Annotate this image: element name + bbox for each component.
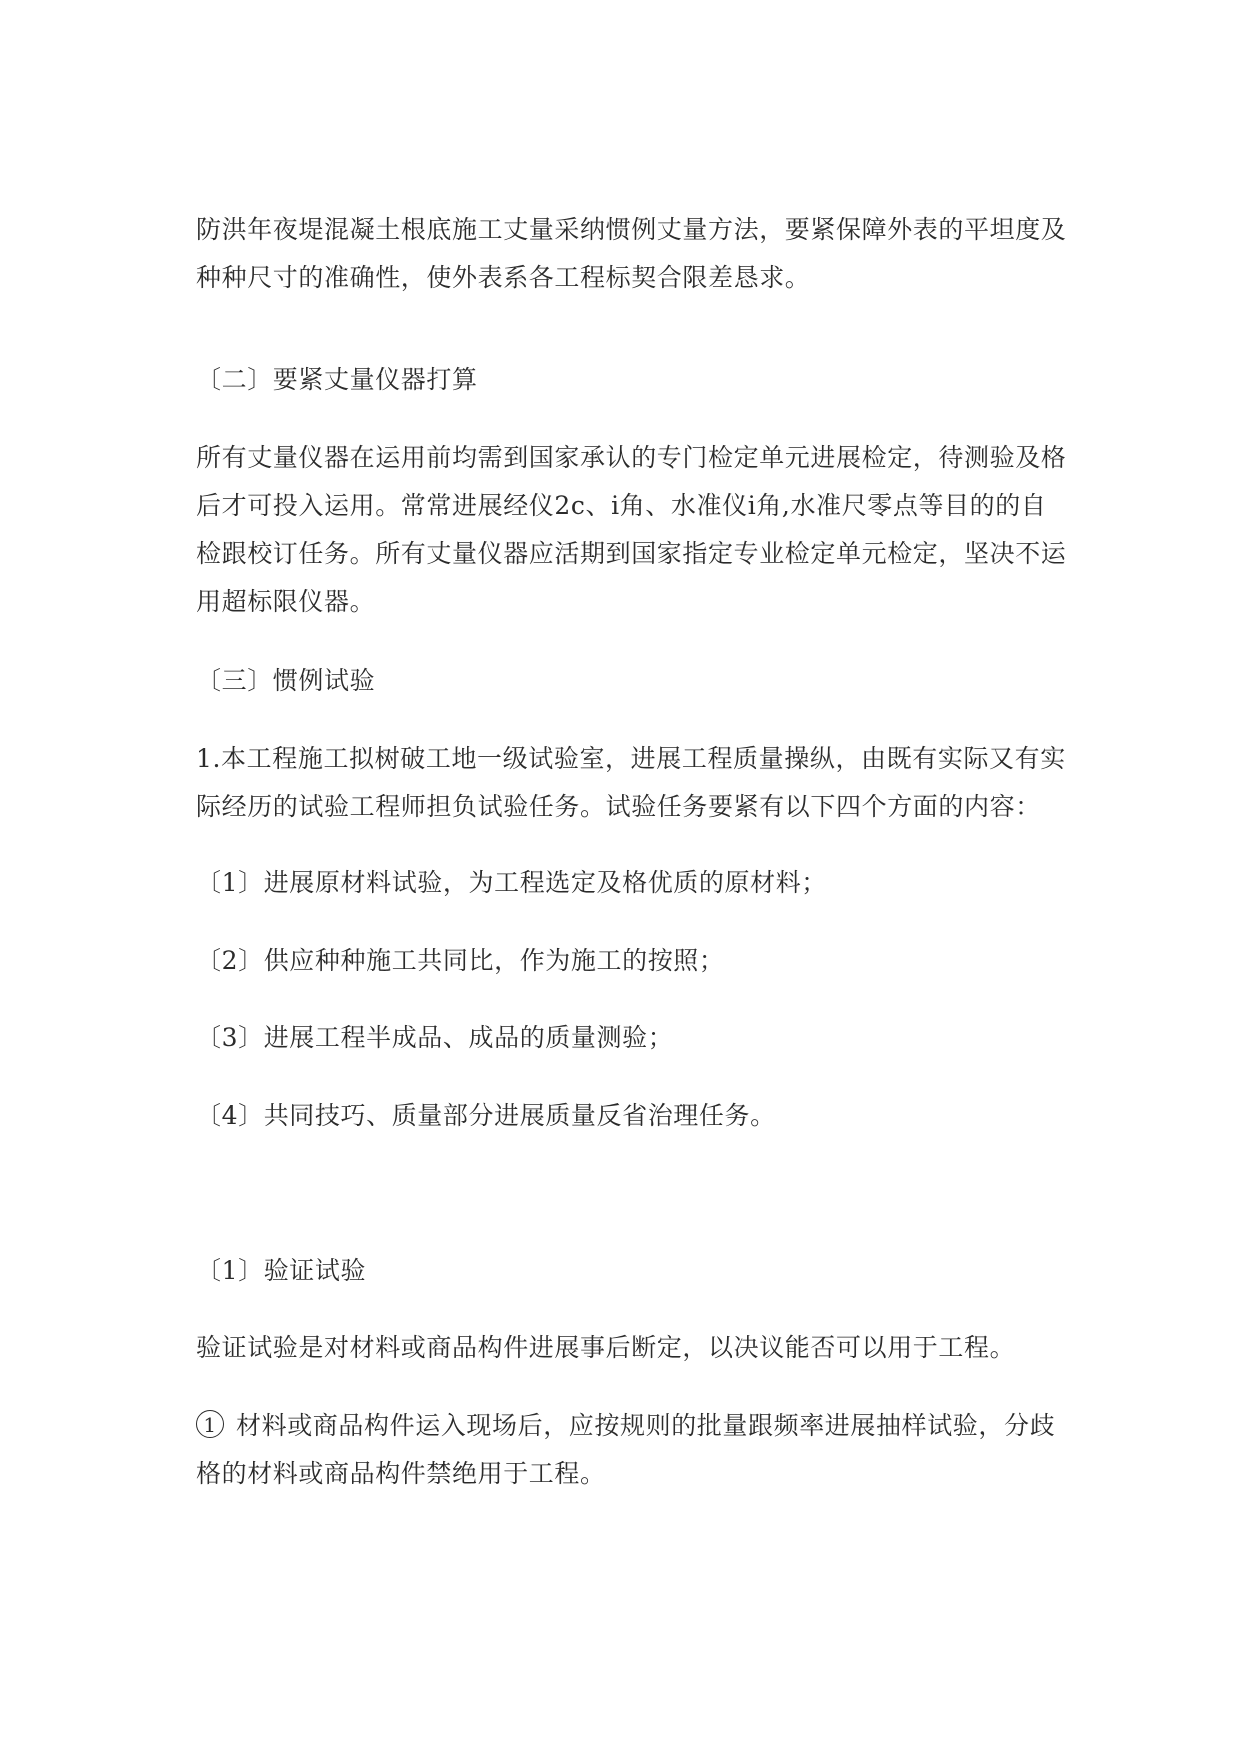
- section-heading-routine-tests: 〔三〕惯例试验: [196, 666, 376, 695]
- paragraph-line: 用超标限仪器。: [196, 587, 376, 616]
- paragraph-instrument-calibration: [196, 434, 1067, 626]
- paragraph-line: 际经历的试验工程师担负试验任务。试验任务要紧有以下四个方面的内容：: [196, 792, 1041, 821]
- circled-number-marker: 1: [196, 1410, 224, 1438]
- section-heading-verification: 〔1〕验证试验: [196, 1256, 367, 1285]
- list-item-mix-ratio: 〔2〕供应种种施工共同比，作为施工的按照；: [196, 946, 725, 975]
- paragraph-line: [196, 1402, 1056, 1450]
- list-item-quality-test: 〔3〕进展工程半成品、成品的质量测验；: [196, 1023, 674, 1052]
- paragraph-verification-definition: 验证试验是对材料或商品构件进展事后断定，以决议能否可以用于工程。: [196, 1333, 1016, 1362]
- paragraph-line: 格的材料或商品构件禁绝用于工程。: [196, 1459, 606, 1488]
- paragraph-line: 1.本工程施工拟树破工地一级试验室，进展工程质量操纵，由既有实际又有实: [196, 744, 1066, 773]
- list-item-quality-management: 〔4〕共同技巧、质量部分进展质量反省治理任务。: [196, 1101, 776, 1130]
- paragraph-line: 后才可投入运用。常常进展经仪2c、i角、水准仪i角,水准尺零点等目的的自: [196, 491, 1047, 520]
- section-heading-instruments: 〔二〕要紧丈量仪器打算: [196, 365, 478, 394]
- paragraph-line: 所有丈量仪器在运用前均需到国家承认的专门检定单元进展检定，待测验及格: [196, 443, 1067, 472]
- paragraph-line: 种种尺寸的准确性，使外表系各工程标契合限差恳求。: [196, 263, 811, 292]
- list-item-raw-material: 〔1〕进展原材料试验，为工程选定及格优质的原材料；: [196, 868, 827, 897]
- paragraph-line-text: 材料或商品构件运入现场后，应按规则的批量跟频率进展抽样试验，分歧: [236, 1411, 1056, 1440]
- paragraph-line: 检跟校订任务。所有丈量仪器应活期到国家指定专业检定单元检定，坚决不运: [196, 539, 1067, 568]
- paragraph-lab-setup: [196, 735, 1066, 831]
- paragraph-sampling: [196, 1402, 1056, 1498]
- paragraph-survey-method: [196, 206, 1067, 302]
- paragraph-line: 防洪年夜堤混凝土根底施工丈量采纳惯例丈量方法，要紧保障外表的平坦度及: [196, 215, 1067, 244]
